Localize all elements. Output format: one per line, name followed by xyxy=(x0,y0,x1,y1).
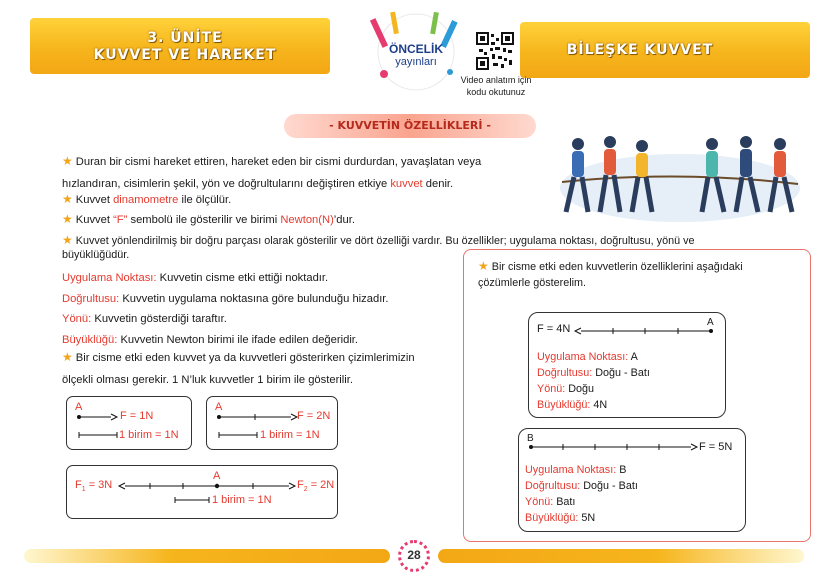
example-1n-vector xyxy=(67,397,191,449)
def-text: Kuvvetin cisme etki ettiği noktadır. xyxy=(156,272,329,284)
detail-label: Uygulama Noktası: xyxy=(537,351,629,363)
symbol-text-c: ’dur. xyxy=(333,214,355,226)
footer-bar-right xyxy=(438,549,804,563)
definition-direction xyxy=(62,309,462,330)
card-5n-force: F = 5N xyxy=(699,441,733,453)
unit-keyword: Newton(N) xyxy=(280,214,334,226)
def-text: Kuvvetin gösterdiği taraftır. xyxy=(91,313,227,325)
card-5n-point: B xyxy=(527,433,534,444)
dynamometer-keyword: dinamometre xyxy=(113,194,179,206)
solution-card-5n xyxy=(518,428,746,532)
definition-line2-end: denir. xyxy=(422,178,454,190)
solutions-intro xyxy=(478,258,798,291)
solution-card-4n xyxy=(528,312,726,418)
definition-line2: hızlandıran, cisimlerin şekil, yön ve doğrultularını değiştiren etkiye xyxy=(62,178,391,190)
section-title: - KUVVETİN ÖZELLİKLERİ - xyxy=(284,114,536,138)
star-icon: ★ xyxy=(62,212,73,226)
symbol-text-b: sembolü ile gösterilir ve birimi xyxy=(127,214,281,226)
detail-label: Büyüklüğü: xyxy=(525,512,579,524)
paragraph-scale xyxy=(62,350,472,387)
detail-label: Doğrultusu: xyxy=(525,480,581,492)
paragraph-dynamometer xyxy=(62,192,552,207)
dynamometer-text-a: Kuvvet xyxy=(75,194,114,206)
detail-value: 4N xyxy=(590,399,608,411)
dynamometer-text-b: ile ölçülür. xyxy=(178,194,232,206)
detail-value: Doğu - Batı xyxy=(592,367,650,379)
footer-bar-left xyxy=(24,549,390,563)
qr-caption-line2: kodu okutunuz xyxy=(466,87,526,97)
detail-value: 5N xyxy=(578,512,596,524)
detail-label: Büyüklüğü: xyxy=(537,399,591,411)
topic-title: BİLEŞKE KUVVET xyxy=(566,42,714,58)
example-2n-force: F = 2N xyxy=(297,410,331,422)
star-icon: ★ xyxy=(62,233,73,247)
example-box-2n xyxy=(206,396,338,450)
def-text: Kuvvetin Newton birimi ile ifade edilen değeridir. xyxy=(117,333,359,346)
definition-application-point xyxy=(62,268,462,289)
detail-value: B xyxy=(616,464,627,476)
paragraph-definition xyxy=(62,154,552,191)
star-icon: ★ xyxy=(478,259,489,273)
qr-caption xyxy=(448,74,544,98)
detail-label: Yönü: xyxy=(525,496,554,508)
detail-value: A xyxy=(628,351,638,363)
unit-title-line1: 3. ÜNİTE xyxy=(147,30,223,46)
detail-label: Yönü: xyxy=(537,383,566,395)
card-4n-point: A xyxy=(707,317,714,328)
detail-value: Doğu xyxy=(565,383,595,395)
page-number: 28 xyxy=(407,548,421,562)
star-icon: ★ xyxy=(62,192,73,206)
qr-code[interactable] xyxy=(476,32,514,70)
example-box-1n xyxy=(66,396,192,450)
detail-value: Doğu - Batı xyxy=(580,480,638,492)
star-icon: ★ xyxy=(62,154,73,168)
paragraph-symbol xyxy=(62,212,552,227)
f2-subscript: 2 xyxy=(303,486,308,494)
f2-value: = 2N xyxy=(307,479,335,491)
example-1n-point: A xyxy=(75,401,83,413)
intro-line1: Bir cisme etki eden kuvvetlerin özelliklerini aşağıdaki xyxy=(491,261,743,273)
detail-label: Uygulama Noktası: xyxy=(525,464,617,476)
example-2n-vector xyxy=(207,397,337,449)
tug-of-war-icon xyxy=(556,126,804,224)
f1-subscript: 1 xyxy=(81,486,86,494)
card-5n-details xyxy=(525,462,638,526)
f2-symbol: F xyxy=(297,479,304,491)
example-1n-unit: 1 birim = 1N xyxy=(119,429,179,441)
properties-line1: Kuvvet yönlendirilmiş bir doğru parçası olarak gösterilir ve dört özelliği vardır. Bu özellikler; uygulama noktası, doğrultusu, yönü ve xyxy=(75,235,695,247)
example-2n-unit: 1 birim = 1N xyxy=(260,429,320,441)
publisher-name: ÖNCELİK xyxy=(389,42,443,56)
def-text: Kuvvetin uygulama noktasına göre bulunduğu hizadır. xyxy=(119,292,389,305)
scale-line2: ölçekli olması gerekir. 1 N’luk kuvvetler 1 birim ile gösterilir. xyxy=(62,374,353,386)
symbol-text-a: Kuvvet xyxy=(75,214,114,226)
f1-symbol: F xyxy=(75,479,82,491)
example-f1-label xyxy=(75,479,112,493)
definition-line1: Duran bir cismi hareket ettiren, hareket eden bir cismi durdurdan, yavaşlatan veya xyxy=(75,156,482,168)
definitions-list xyxy=(62,268,462,350)
example-box-opposing xyxy=(66,465,338,519)
star-icon: ★ xyxy=(62,350,73,364)
qr-caption-line1: Video anlatım için xyxy=(460,75,532,85)
def-label: Doğrultusu: xyxy=(62,292,120,305)
definition-keyword: kuvvet xyxy=(390,178,423,190)
unit-title xyxy=(80,30,290,64)
symbol-keyword: “F” xyxy=(113,214,128,226)
qr-code-icon xyxy=(476,32,514,70)
publisher-sub: yayınları xyxy=(395,56,437,68)
def-label: Büyüklüğü: xyxy=(62,333,118,346)
example-2n-point: A xyxy=(215,401,223,413)
intro-line2: çözümlerle gösterelim. xyxy=(478,277,587,289)
card-4n-details xyxy=(537,349,650,413)
def-label: Yönü: xyxy=(62,313,92,325)
detail-label: Doğrultusu: xyxy=(537,367,593,379)
example-opposing-point: A xyxy=(213,470,221,482)
example-f2-label xyxy=(297,479,334,493)
definition-magnitude xyxy=(62,330,462,351)
properties-line2: büyüklüğüdür. xyxy=(62,249,130,261)
definition-direction-line xyxy=(62,289,462,310)
tug-of-war-illustration xyxy=(556,126,804,224)
detail-value: Batı xyxy=(553,496,576,508)
example-opposing-unit: 1 birim = 1N xyxy=(212,494,272,506)
f1-value: = 3N xyxy=(85,479,113,491)
scale-line1: Bir cisme etki eden kuvvet ya da kuvvetleri gösterirken çizimlerimizin xyxy=(75,352,415,364)
unit-title-line2: KUVVET VE HAREKET xyxy=(93,47,277,63)
example-1n-force: F = 1N xyxy=(120,410,154,422)
card-4n-force: F = 4N xyxy=(537,323,571,335)
def-label: Uygulama Noktası: xyxy=(62,272,157,284)
